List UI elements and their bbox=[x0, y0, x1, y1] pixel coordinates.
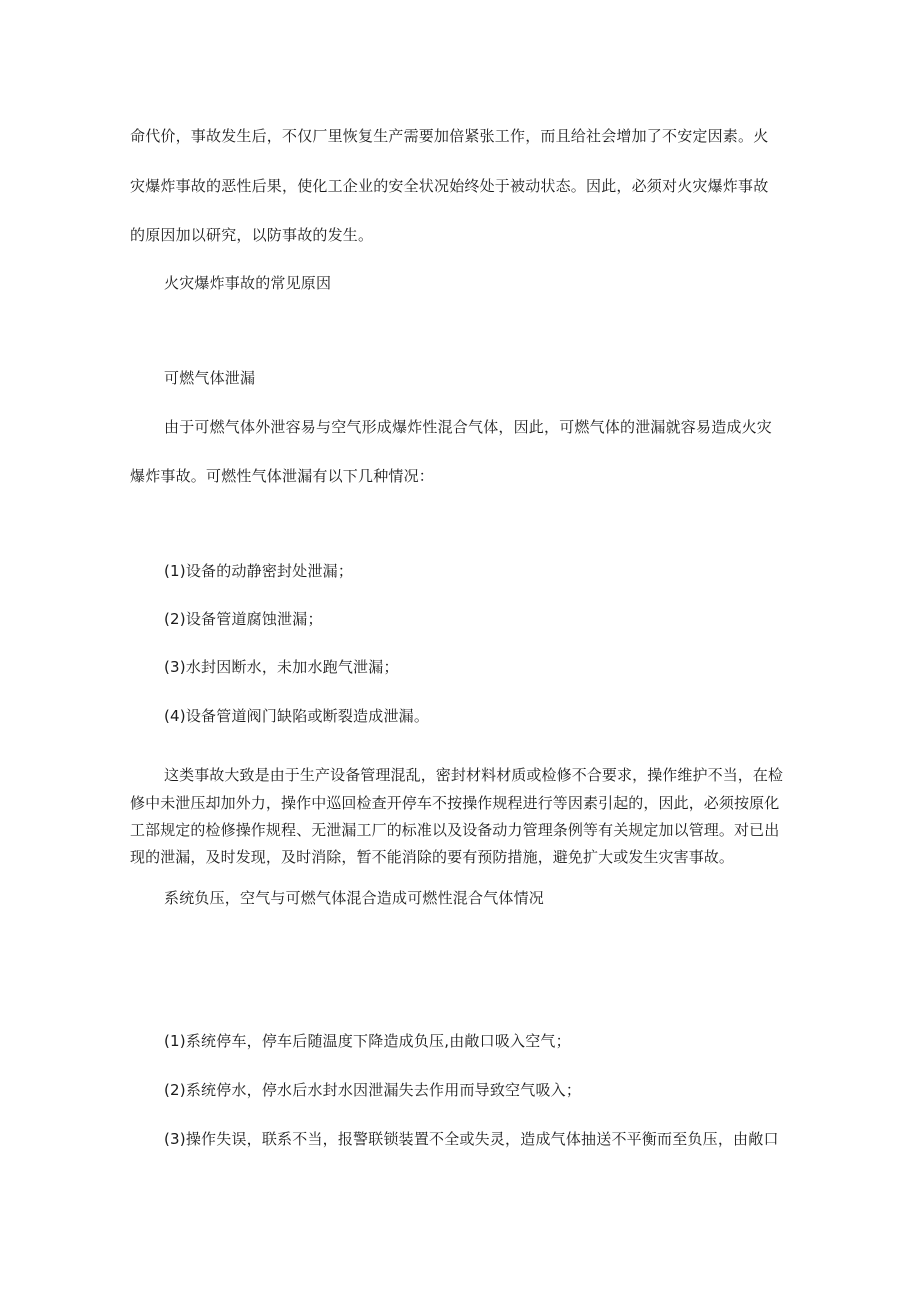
paragraph-management-line-4: 现的泄漏，及时发现，及时消除，暂不能消除的要有预防措施，避免扩大或发生灾害事故。 bbox=[130, 848, 735, 866]
paragraph-intro-line-2: 灾爆炸事故的恶性后果，使化工企业的安全状况始终处于被动状态。因此，必须对火灾爆炸事故 bbox=[130, 177, 769, 195]
subheading-gas-leak: 可燃气体泄漏 bbox=[164, 369, 256, 387]
section-heading-causes: 火灾爆炸事故的常见原因 bbox=[164, 274, 332, 292]
leak-list-item-2: (2)设备管道腐蚀泄漏； bbox=[164, 610, 323, 628]
pressure-list-item-1: (1)系统停车，停车后随温度下降造成负压,由敞口吸入空气； bbox=[164, 1032, 571, 1050]
paragraph-intro-line-1: 命代价，事故发生后，不仅厂里恢复生产需要加倍紧张工作，而且给社会增加了不安定因素。火 bbox=[130, 127, 769, 145]
leak-list-item-3: (3)水封因断水，未加水跑气泄漏； bbox=[164, 658, 399, 676]
paragraph-gas-leak-line-2: 爆炸事故。可燃性气体泄漏有以下几种情况： bbox=[130, 467, 435, 485]
pressure-list-item-3: (3)操作失误，联系不当，报警联锁装置不全或失灵，造成气体抽送不平衡而至负压，由敞口 bbox=[164, 1130, 779, 1148]
paragraph-management-line-3: 工部规定的检修操作规程、无泄漏工厂的标准以及设备动力管理条例等有关规定加以管理。对已出 bbox=[130, 821, 780, 839]
paragraph-management-line-2: 修中未泄压却加外力，操作中巡回检查开停车不按操作规程进行等因素引起的，因此，必须按原化 bbox=[130, 794, 780, 812]
pressure-list-item-2: (2)系统停水，停水后水封水因泄漏失去作用而导致空气吸入； bbox=[164, 1081, 582, 1099]
subheading-negative-pressure: 系统负压，空气与可燃气体混合造成可燃性混合气体情况 bbox=[164, 889, 545, 907]
leak-list-item-4: (4)设备管道阀门缺陷或断裂造成泄漏。 bbox=[164, 707, 430, 725]
paragraph-management-line-1: 这类事故大致是由于生产设备管理混乱，密封材料材质或检修不合要求，操作维护不当，在检 bbox=[164, 766, 784, 784]
paragraph-intro-line-3: 的原因加以研究，以防事故的发生。 bbox=[130, 226, 374, 244]
paragraph-gas-leak-line-1: 由于可燃气体外泄容易与空气形成爆炸性混合气体，因此，可燃气体的泄漏就容易造成火灾 bbox=[164, 418, 773, 436]
leak-list-item-1: (1)设备的动静密封处泄漏； bbox=[164, 562, 354, 580]
